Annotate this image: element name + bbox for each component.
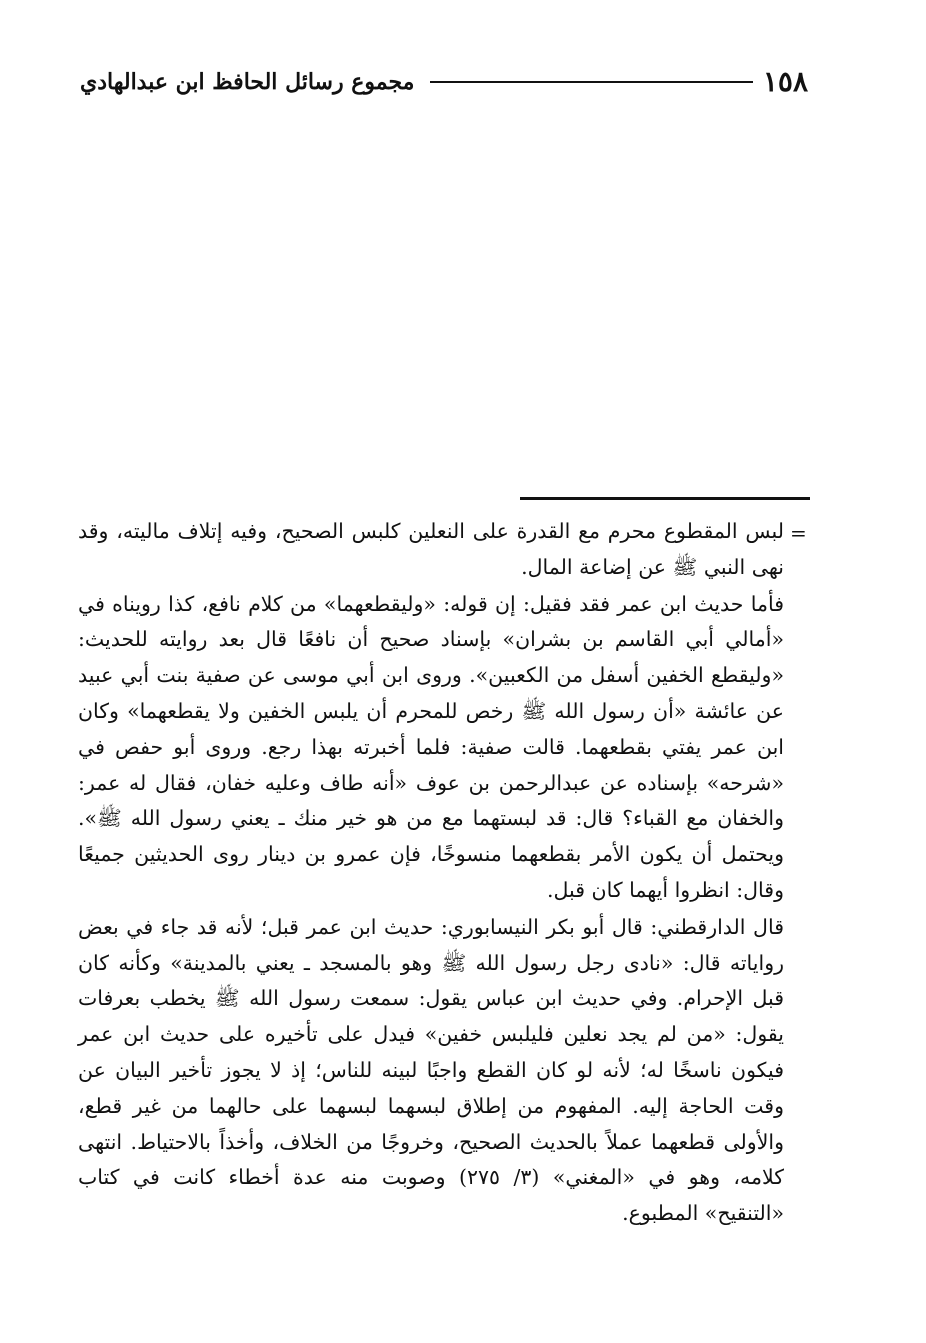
page-number: ١٥٨ bbox=[762, 65, 808, 98]
header-rule bbox=[430, 81, 752, 83]
page-header bbox=[80, 62, 808, 102]
footnote-paragraph: لبس المقطوع محرم مع القدرة على النعلين كلبس الصحيح، وفيه إتلاف ماليته، وقد نهى النبي ﷺ عن إضاعة المال. bbox=[78, 519, 784, 579]
continuation-mark: = bbox=[790, 521, 807, 545]
footnote-paragraph: فأما حديث ابن عمر فقد فقيل: إن قوله: «وليقطعهما» من كلام نافع، كذا رويناه في «أمالي أبي القاسم بن بشران» بإسناد صحيح أن نافعًا قال بعد روايته للحديث: «وليقطع الخفين أسفل من الكعبين». وروى ابن أبي موسى عن صفية بنت أبي عبيد عن عائشة «أن رسول الله ﷺ رخص للمحرم أن يلبس الخفين ولا يقطعهما» وكان ابن عمر يفتي بقطعهما. قالت صفية: فلما أخبرته بهذا رجع. وروى أبو حفص في «شرحه» بإسناده عن عبدالرحمن بن عوف «أنه طاف وعليه خفان، فقال له عمر: والخفان مع القباء؟ قال: قد لبستهما مع من هو خير منك ـ يعني رسول الله ﷺ». ويحتمل أن يكون الأمر بقطعهما منسوخًا، فإن عمرو بن دينار روى الحديثين جميعًا وقال: انظروا أيهما كان قبل. bbox=[78, 591, 784, 902]
footnote-paragraph: قال الدارقطني: قال أبو بكر النيسابوري: حديث ابن عمر قبل؛ لأنه قد جاء في بعض رواياته قال: «نادى رجل رسول الله ﷺ وهو بالمسجد ـ يعني بالمدينة» وكأنه كان قبل الإحرام. وفي حديث ابن عباس يقول: سمعت رسول الله ﷺ يخطب بعرفات يقول: «من لم يجد نعلين فليلبس خفين» فيدل على تأخيره على حديث ابن عمر فيكون ناسخًا له؛ لأنه لو كان القطع واجبًا لبينه للناس؛ إذ لا يجوز تأخير البيان عن وقت الحاجة إليه. المفهوم من إطلاق لبسهما لبسهما على حالهما من غير قطع، والأولى قطعهما عملاً بالحديث الصحيح، وخروجًا من الخلاف، وأخذاً بالاحتياط. انتهى كلامه، وهو في «المغني» (٣/ ٢٧٥) وصوبت منه عدة أخطاء كانت في كتاب «التنقيح» المطبوع. bbox=[78, 914, 784, 1226]
footnote-text bbox=[78, 514, 784, 1233]
footnote-separator bbox=[520, 497, 810, 500]
running-title: مجموع رسائل الحافظ ابن عبدالهادي bbox=[80, 69, 415, 95]
